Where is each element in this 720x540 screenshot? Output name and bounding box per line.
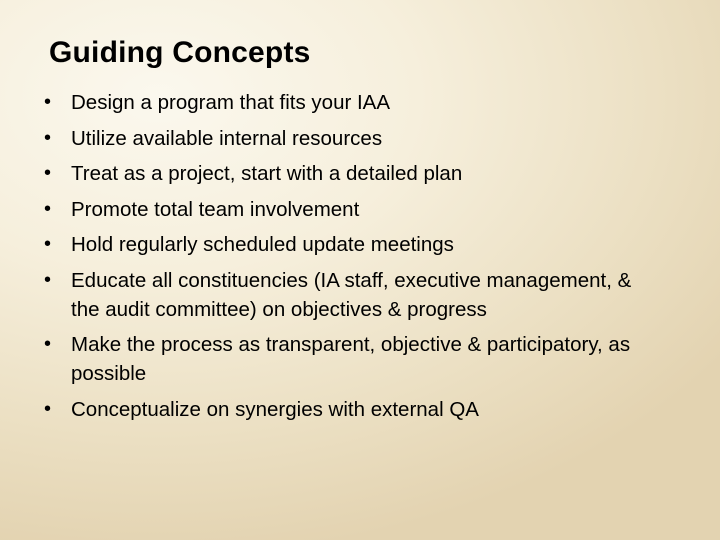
bullet-item [44,266,654,324]
bullet-item [44,88,654,117]
bullet-text: Conceptualize on synergies with external QA [71,397,479,421]
bullet-icon: • [44,333,52,355]
bullet-text: Treat as a project, start with a detailed plan [71,162,463,185]
bullet-icon: • [44,197,52,220]
bullet-item [44,230,654,259]
bullet-icon: • [44,91,52,113]
bullet-item [44,159,654,188]
bullet-icon: • [44,233,52,255]
bullet-list [44,88,654,430]
bullet-icon: • [44,126,52,149]
bullet-text: Design a program that fits your IAA [71,91,391,114]
bullet-icon: • [44,268,52,291]
bullet-icon: • [44,162,52,184]
bullet-icon: • [44,397,52,420]
bullet-item [44,395,654,424]
bullet-item [44,330,654,388]
bullet-text: Utilize available internal resources [71,126,383,150]
slide-title: Guiding Concepts [49,36,311,69]
bullet-text: Promote total team involvement [71,197,360,221]
bullet-text: Hold regularly scheduled update meetings [71,233,454,256]
bullet-text: Make the process as transparent, objective & participatory, as possible [71,333,631,385]
bullet-item [44,195,654,224]
bullet-item [44,124,654,153]
bullet-text: Educate all constituencies (IA staff, executive management, & the audit committee) on objectives & progress [71,268,632,321]
